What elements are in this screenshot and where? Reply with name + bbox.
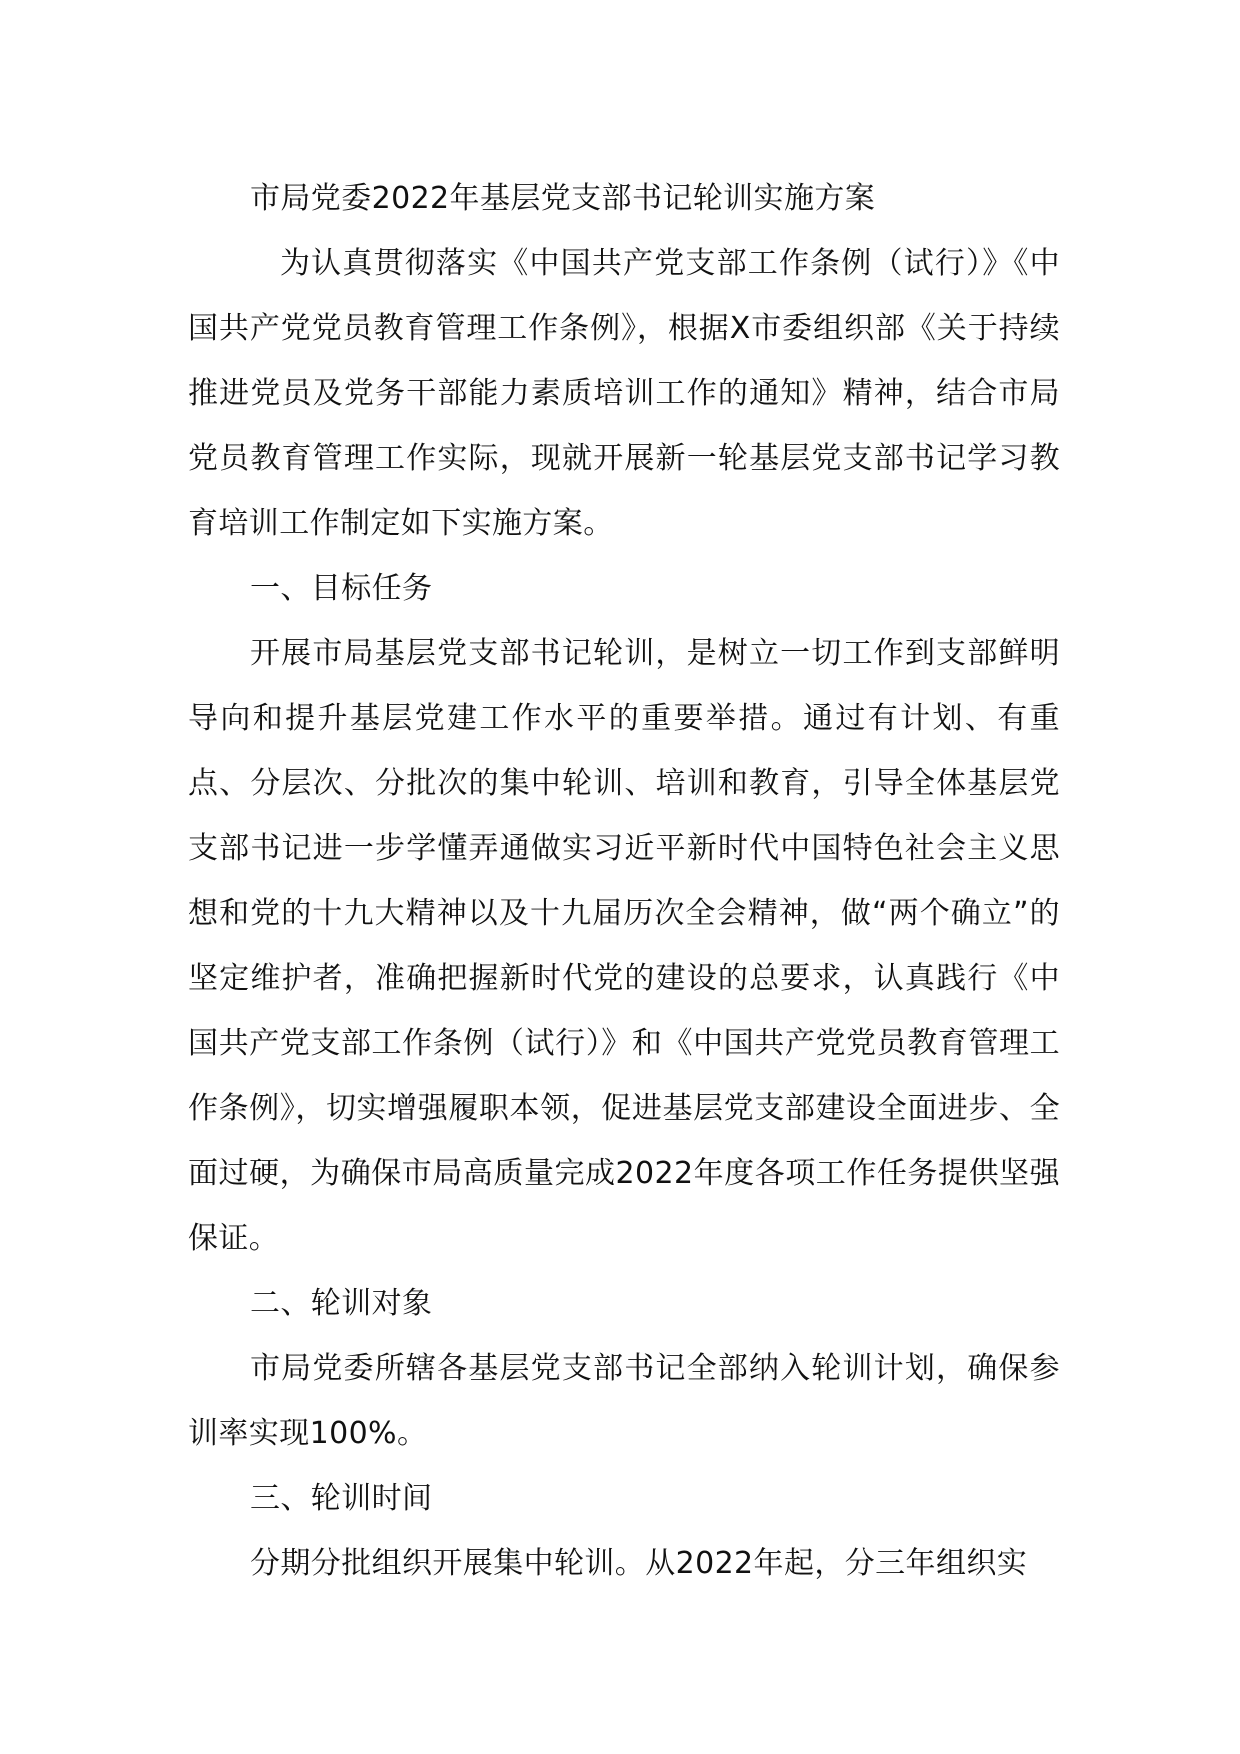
section-heading-goals: 一、目标任务 xyxy=(250,571,433,606)
section-body-goals: 开展市局基层党支部书记轮训，是树立一切工作到支部鲜明导向和提升基层党建工作水平的重要举措。通过有计划、有重点、分层次、分批次的集中轮训、培训和教育，引导全体基层党支部书记进一步学懂弄通做实习近平新时代中国特色社会主义思想和党的十九大精神以及十九届历次全会精神，做“两个确立”的坚定维护者，准确把握新时代党的建设的总要求，认真践行《中国共产党支部工作条例（试行）》和《中国共产党党员教育管理工作条例》，切实增强履职本领，促进基层党支部建设全面进步、全面过硬，为确保市局高质量完成2022年度各项工作任务提供坚强保证。 xyxy=(188,636,1060,1256)
document-body xyxy=(188,166,1060,1596)
section-body-time: 分期分批组织开展集中轮训。从2022年起，分三年组织实 xyxy=(250,1546,1028,1581)
document-title: 市局党委2022年基层党支部书记轮训实施方案 xyxy=(250,181,876,216)
section-heading-time: 三、轮训时间 xyxy=(250,1481,433,1516)
section-heading-targets: 二、轮训对象 xyxy=(250,1286,433,1321)
section-body-targets: 市局党委所辖各基层党支部书记全部纳入轮训计划，确保参训率实现100%。 xyxy=(188,1351,1060,1451)
intro-paragraph: 为认真贯彻落实《中国共产党支部工作条例（试行）》《中国共产党党员教育管理工作条例》，根据X市委组织部《关于持续推进党员及党务干部能力素质培训工作的通知》精神，结合市局党员教育管理工作实际，现就开展新一轮基层党支部书记学习教育培训工作制定如下实施方案。 xyxy=(188,246,1060,541)
